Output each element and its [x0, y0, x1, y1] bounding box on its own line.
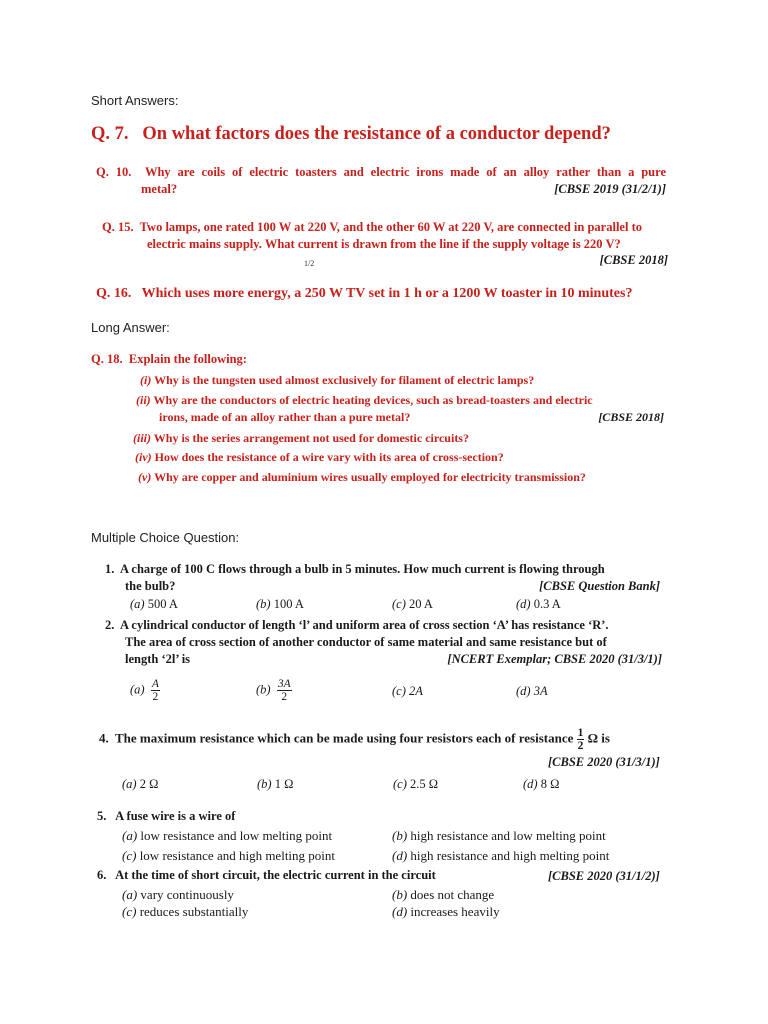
mcq-5 — [97, 809, 235, 824]
mcq-6-option-b — [392, 887, 494, 903]
sub-question-text: Why are copper and aluminium wires usually employed for electricity transmission? — [154, 470, 586, 484]
option-key: (a) — [122, 887, 138, 902]
question-18 — [91, 352, 247, 367]
option-key: (a) — [130, 682, 145, 697]
option-key: (d) — [392, 904, 408, 919]
mcq-6-option-a — [122, 887, 234, 903]
section-heading-mcq: Multiple Choice Question: — [91, 530, 240, 545]
question-text: The maximum resistance which can be made using four resistors each of resistance — [115, 730, 574, 746]
mcq-1-option-b — [256, 597, 304, 612]
option-key: (c) — [392, 684, 406, 698]
question-text-line-2: the bulb? — [125, 579, 176, 593]
mcq-2-option-d — [516, 684, 548, 699]
sub-question-i — [140, 373, 534, 388]
question-text-line-2: electric mains supply. What current is drawn from the line if the supply voltage is 220 V? — [147, 237, 621, 251]
question-number: 6. — [97, 868, 107, 882]
exam-reference: [CBSE 2019 (31/2/1)] — [554, 182, 666, 196]
option-key: (d) — [392, 848, 408, 863]
option-value: 500 A — [147, 597, 178, 611]
exam-reference: [NCERT Exemplar; CBSE 2020 (31/3/1)] — [447, 652, 662, 666]
question-15 — [102, 220, 668, 271]
exam-reference: [CBSE 2018] — [598, 410, 664, 424]
option-key: (b) — [392, 887, 408, 902]
question-text-line-2: The area of cross section of another conductor of same material and same resistance but of — [125, 635, 607, 649]
question-number: Q. 15. — [102, 220, 134, 234]
question-text: A fuse wire is a wire of — [115, 809, 236, 823]
resistance-fraction — [577, 727, 585, 752]
option-key: (b) — [256, 682, 271, 697]
question-text-line-1: Why are coils of electric toasters and electric irons made of an alloy rather than a pure — [144, 165, 666, 179]
sub-question-number: (v) — [138, 470, 152, 484]
mcq-2-option-a — [130, 678, 160, 703]
sub-question-iii — [133, 431, 469, 446]
mcq-6-option-d — [392, 904, 500, 920]
mcq-6-exam-reference: [CBSE 2020 (31/1/2)] — [548, 869, 660, 883]
mcq-2-option-b — [256, 678, 292, 703]
option-key: (c) — [122, 904, 137, 919]
fraction-numerator: 3A — [277, 678, 291, 690]
fraction-denominator: 2 — [281, 691, 288, 703]
question-number: 1. — [105, 562, 115, 576]
question-16 — [96, 286, 632, 302]
option-value: low resistance and high melting point — [139, 848, 336, 863]
mcq-5-option-b — [392, 828, 606, 844]
option-key: (b) — [256, 597, 271, 611]
question-number: 4. — [99, 730, 109, 746]
option-value: high resistance and low melting point — [410, 828, 606, 843]
sub-question-text: Why is the tungsten used almost exclusively for filament of electric lamps? — [154, 373, 535, 387]
mcq-4-option-b — [257, 777, 293, 792]
option-value: 2.5 Ω — [410, 777, 439, 791]
option-value: does not change — [410, 887, 495, 902]
section-heading-long: Long Answer: — [91, 320, 170, 335]
mcq-2 — [105, 618, 662, 667]
marks-note: 1/2 — [304, 259, 315, 268]
fraction-numerator: A — [151, 678, 159, 690]
question-text: Explain the following: — [128, 352, 247, 366]
section-heading-short: Short Answers: — [91, 93, 179, 108]
mcq-5-option-d — [392, 848, 609, 864]
question-text-line-1: Two lamps, one rated 100 W at 220 V, and the other 60 W at 220 V, are connected in parallel to — [139, 220, 642, 234]
option-value: increases heavily — [410, 904, 500, 919]
option-key: (d) — [516, 597, 531, 611]
question-7 — [91, 124, 611, 145]
option-value: 2 Ω — [139, 777, 159, 791]
sub-question-number: (i) — [140, 373, 152, 387]
question-text-line-1: A cylindrical conductor of length ‘l’ and uniform area of cross section ‘A’ has resistance ‘R’. — [119, 618, 609, 632]
question-number: 5. — [97, 809, 107, 823]
mcq-6 — [97, 868, 436, 883]
mcq-5-option-a — [122, 828, 332, 844]
option-fraction — [277, 678, 292, 703]
option-key: (a) — [122, 828, 138, 843]
option-key: (b) — [257, 777, 272, 791]
option-key: (c) — [122, 848, 137, 863]
sub-question-number: (iii) — [133, 431, 151, 445]
option-value: 2A — [409, 684, 423, 698]
sub-question-text: Why is the series arrangement not used for domestic circuits? — [153, 431, 469, 445]
option-value: 8 Ω — [540, 777, 560, 791]
option-key: (b) — [392, 828, 408, 843]
mcq-4-option-c — [393, 777, 438, 792]
sub-question-iv — [135, 450, 504, 465]
question-text-line-3: length ‘2l’ is — [125, 652, 191, 666]
mcq-4-exam-reference: [CBSE 2020 (31/3/1)] — [548, 755, 660, 769]
sub-question-number: (ii) — [136, 393, 151, 407]
question-number: Q. 10. — [96, 165, 132, 179]
mcq-4 — [99, 727, 610, 752]
mcq-1 — [105, 562, 660, 594]
question-10 — [96, 165, 666, 197]
option-value: low resistance and low melting point — [140, 828, 333, 843]
sub-question-number: (iv) — [135, 450, 152, 464]
fraction-numerator: 1 — [577, 727, 584, 739]
mcq-1-option-d — [516, 597, 561, 612]
mcq-1-option-c — [392, 597, 433, 612]
option-value: 1 Ω — [274, 777, 294, 791]
mcq-6-option-c — [122, 904, 248, 920]
option-key: (c) — [393, 777, 407, 791]
question-number: Q. 7. — [91, 124, 129, 144]
question-unit: Ω is — [587, 730, 610, 746]
question-number: Q. 18. — [91, 352, 123, 366]
question-text: Which uses more energy, a 250 W TV set in 1 h or a 1200 W toaster in 10 minutes? — [141, 286, 633, 301]
fraction-denominator: 2 — [152, 691, 159, 703]
option-value: 0.3 A — [533, 597, 561, 611]
fraction-denominator: 2 — [577, 740, 584, 752]
option-value: high resistance and high melting point — [410, 848, 610, 863]
mcq-4-option-a — [122, 777, 158, 792]
option-key: (a) — [122, 777, 137, 791]
option-value: reduces substantially — [139, 904, 249, 919]
option-key: (d) — [516, 684, 531, 698]
sub-question-text: Why are the conductors of electric heating devices, such as bread-toasters and electric — [153, 393, 593, 407]
question-text-line-1: A charge of 100 C flows through a bulb in 5 minutes. How much current is flowing through — [119, 562, 605, 576]
question-number: Q. 16. — [96, 286, 132, 301]
option-fraction — [151, 678, 160, 703]
option-key: (a) — [130, 597, 145, 611]
question-text: On what factors does the resistance of a conductor depend? — [142, 124, 611, 144]
option-value: 100 A — [273, 597, 304, 611]
option-key: (c) — [392, 597, 406, 611]
option-value: 3A — [533, 684, 548, 698]
option-value: 20 A — [409, 597, 433, 611]
option-value: vary continuously — [140, 887, 234, 902]
question-text-line-2: metal? — [141, 182, 178, 196]
question-number: 2. — [105, 618, 115, 632]
mcq-2-option-c — [392, 684, 423, 699]
sub-question-v — [138, 470, 586, 485]
exam-reference: [CBSE 2018] — [599, 253, 668, 267]
mcq-5-option-c — [122, 848, 335, 864]
mcq-4-option-d — [523, 777, 559, 792]
sub-question-text-line-2: irons, made of an alloy rather than a pure metal? — [159, 410, 411, 424]
option-key: (d) — [523, 777, 538, 791]
exam-reference: [CBSE Question Bank] — [539, 579, 660, 593]
sub-question-ii — [136, 393, 664, 425]
question-text: At the time of short circuit, the electric current in the circuit — [115, 868, 436, 882]
mcq-1-option-a — [130, 597, 178, 612]
sub-question-text: How does the resistance of a wire vary with its area of cross-section? — [154, 450, 504, 464]
